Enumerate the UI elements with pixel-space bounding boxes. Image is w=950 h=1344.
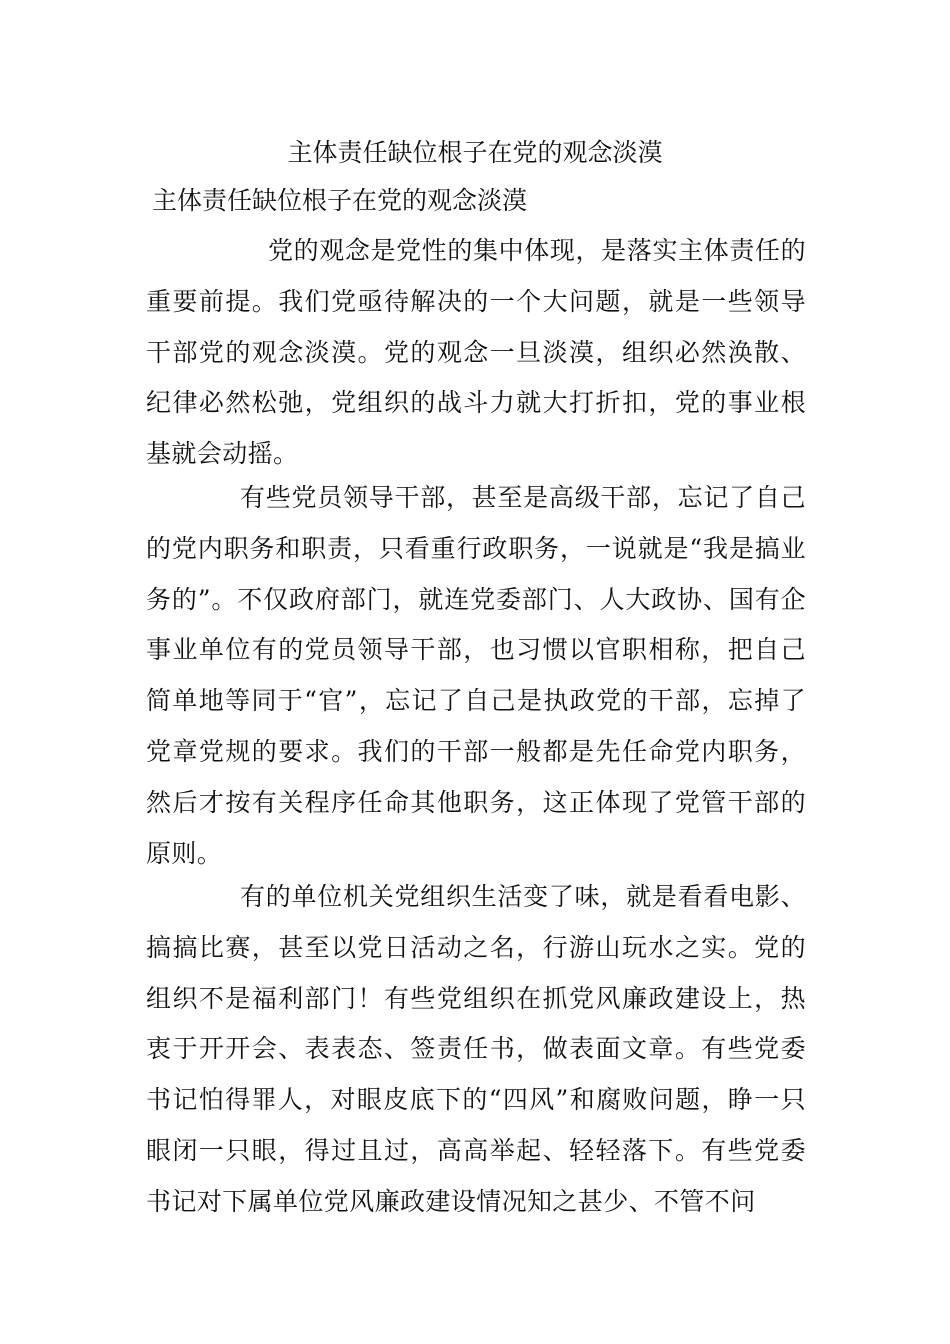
- paragraph-2: 有些党员领导干部，甚至是高级干部，忘记了自己的党内职务和职责，只看重行政职务，一说就是“我是搞业务的”。不仅政府部门，就连党委部门、人大政协、国有企事业单位有的党员领导干部，也习惯以官职相称，把自己简单地等同于“官”，忘记了自己是执政党的干部，忘掉了党章党规的要求。我们的干部一般都是先任命党内职务，然后才按有关程序任命其他职务，这正体现了党管干部的原则。: [146, 483, 806, 868]
- document-title: 主体责任缺位根子在党的观念淡漠: [287, 138, 663, 167]
- document-subtitle: 主体责任缺位根子在党的观念淡漠: [152, 186, 528, 215]
- paragraph-3: 有的单位机关党组织生活变了味，就是看看电影、搞搞比赛，甚至以党日活动之名，行游山玩水之实。党的组织不是福利部门！有些党组织在抓党风廉政建设上，热衷于开开会、表表态、签责任书，做表面文章。有些党委书记怕得罪人，对眼皮底下的“四风”和腐败问题，睁一只眼闭一只眼，得过且过，高高举起、轻轻落下。有些党委书记对下属单位党风廉政建设情况知之甚少、不管不问: [146, 882, 806, 1216]
- paragraph-1: 党的观念是党性的集中体现，是落实主体责任的重要前提。我们党亟待解决的一个大问题，就是一些领导干部党的观念淡漠。党的观念一旦淡漠，组织必然涣散、纪律必然松弛，党组织的战斗力就大打折扣，党的事业根基就会动摇。: [146, 236, 806, 469]
